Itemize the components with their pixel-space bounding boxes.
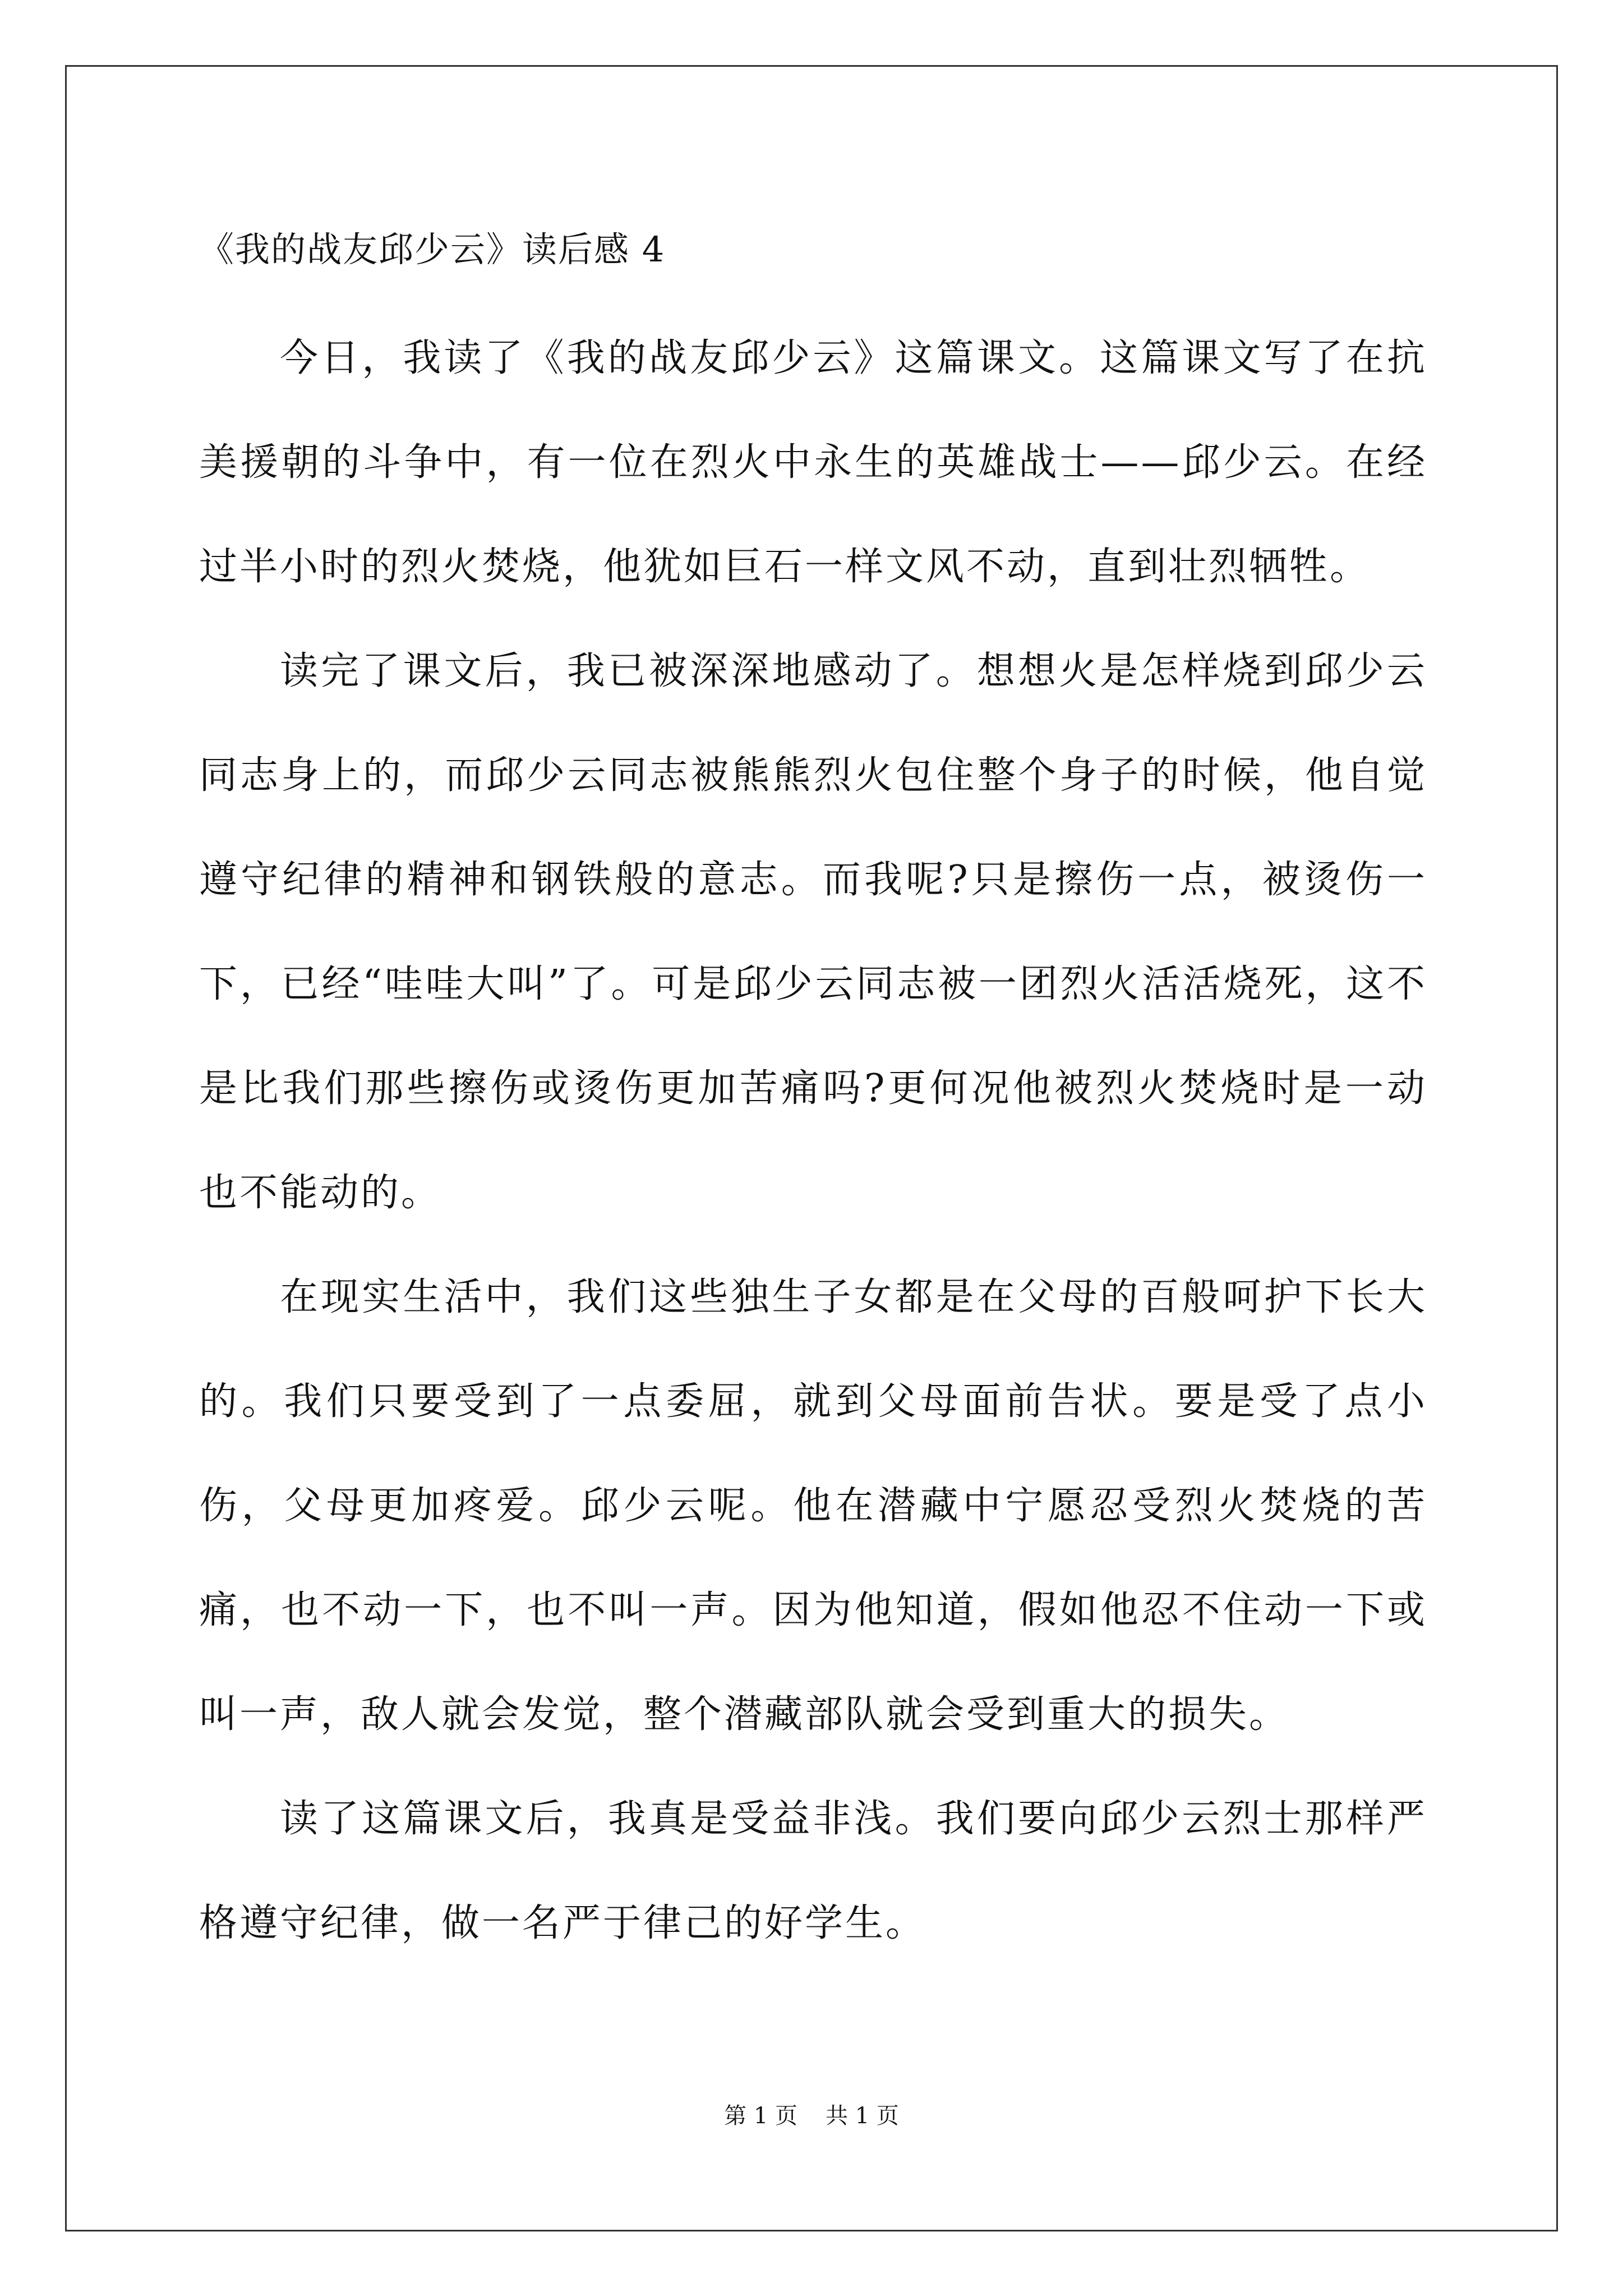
document-body — [199, 219, 1427, 1976]
paragraph-4: 读了这篇课文后，我真是受益非浅。我们要向邱少云烈士那样严格遵守纪律，做一名严于律己的好学生。 — [199, 1797, 1427, 1945]
page-total: 共 1 页 — [826, 2103, 899, 2129]
page-footer — [0, 2099, 1623, 2133]
paragraph-1: 今日，我读了《我的战友邱少云》这篇课文。这篇课文写了在抗美援朝的斗争中，有一位在烈火中永生的英雄战士——邱少云。在经过半小时的烈火焚烧，他犹如巨石一样文风不动，直到壮烈牺牲。 — [199, 336, 1427, 589]
paragraph-2: 读完了课文后，我已被深深地感动了。想想火是怎样烧到邱少云同志身上的，而邱少云同志被熊熊烈火包住整个身子的时候，他自觉遵守纪律的精神和钢铁般的意志。而我呢?只是擦伤一点，被烫伤一下，已经“哇哇大叫”了。可是邱少云同志被一团烈火活活烧死，这不是比我们那些擦伤或烫伤更加苦痛吗?更何况他被烈火焚烧时是一动也不能动的。 — [199, 649, 1427, 1215]
paragraph-3: 在现实生活中，我们这些独生子女都是在父母的百般呵护下长大的。我们只要受到了一点委屈，就到父母面前告状。要是受了点小伤，父母更加疼爱。邱少云呢。他在潜藏中宁愿忍受烈火焚烧的苦痛，也不动一下，也不叫一声。因为他知道，假如他忍不住动一下或叫一声，敌人就会发觉，整个潜藏部队就会受到重大的损失。 — [199, 1275, 1427, 1737]
document-title: 《我的战友邱少云》读后感 4 — [199, 229, 666, 270]
page-number: 第 1 页 — [724, 2103, 797, 2129]
